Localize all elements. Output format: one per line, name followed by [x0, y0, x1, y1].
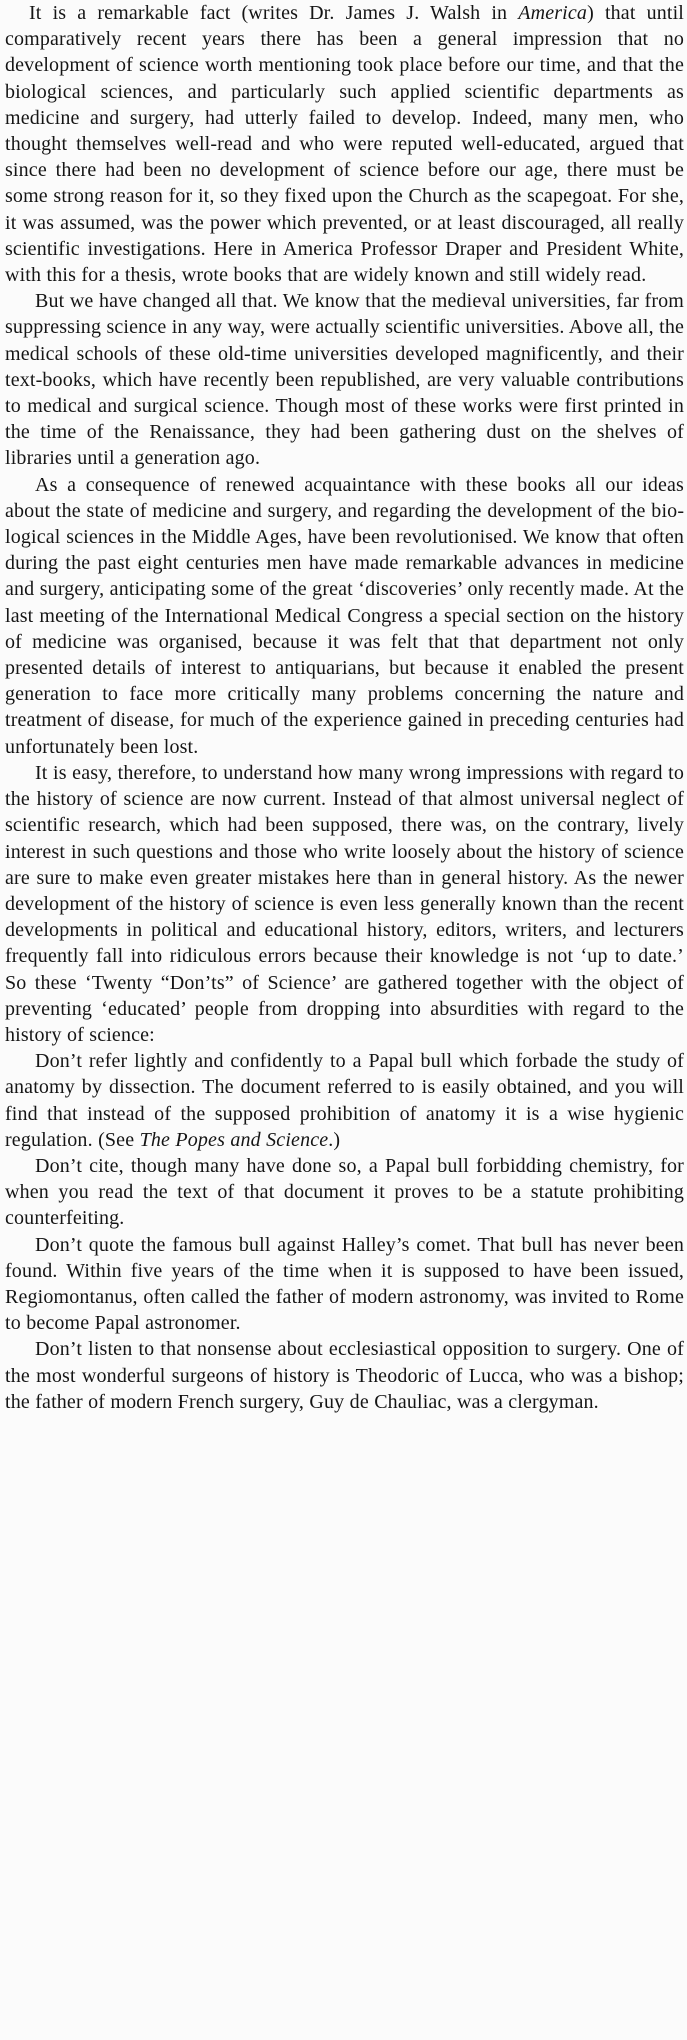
- article-paragraph: [5, 1153, 684, 1232]
- paragraph-text: ) that until comparatively recent years there has been a general impression that no development of science worth mentioning took place before our time, and that the biological sciences, and particularly such applied scientific departments as medicine and surgery, had utterly failed to develop. Indeed, many men, who thought themselves well-read and who were reputed well-educated, argued that since there had been no development of science before our age, there must be some strong reason for it, so they fixed upon the Church as the scapegoat. For she, it was assumed, was the power which prevented, or at least discouraged, all really scientific investigations. Here in America Professor Draper and President White, with this for a thesis, wrote books that are widely known and still widely read.: [5, 2, 685, 287]
- paragraph-text: Don’t refer lightly and confidently to a Papal bull which forbade the study of anatomy by dissection. The document referred to is easily obtained, and you will find that instead of the supposed prohibition of anatomy it is a wise hygienic regulation. (See: [5, 1050, 684, 1151]
- article-column: [5, 0, 684, 1415]
- paragraph-text: It is easy, therefore, to understand how many wrong impressions with regard to the history of science are now current. Instead of that almost universal neglect of scientific research, which had been supposed, there was, on the contrary, lively interest in such questions and those who write loosely about the history of science are sure to make even greater mistakes here than in general history. As the newer development of the history of science is even less generally known than the recent developments in political and educational history, editors, writers, and lecturers frequently fall into ridiculous errors because their knowledge is not ‘up to date.’ So these ‘Twenty “Don’ts” of Science’ are gathered together with the object of preventing ‘educated’ people from dropping into absurdities with regard to the history of science:: [5, 761, 684, 1046]
- article-paragraph: [5, 760, 684, 1048]
- paragraph-text: But we have changed all that. We know that the medieval universities, far from suppressing science in any way, were actually scientific universities. Above all, the medical schools of these old-time universities developed magnificently, and their text-books, which have recently been republished, are very valuable contributions to medical and surgical science. Though most of these works were first printed in the time of the Renaissance, they had been gathering dust on the shelves of libraries until a generation ago.: [5, 290, 685, 470]
- paragraph-text: Don’t listen to that nonsense about ecclesiastical opposition to surgery. One of the most wonderful surgeons of history is Theodoric of Lucca, who was a bishop; the father of modern French surgery, Guy de Chauliac, was a clergyman.: [5, 1338, 684, 1413]
- paragraph-text: As a consequence of renewed acquaintance with these books all our ideas about the state of medicine and surgery, and regarding the development of the biological sciences in the Middle Ages, have been revolutionised. We know that often during the past eight centuries men have made remarkable advances in medicine and surgery, anticipating some of the great ‘discoveries’ only recently made. At the last meeting of the International Medical Congress a special section on the history of medicine was organised, because it was felt that that department not only presented details of interest to antiquarians, but because it enabled the present generation to face more critically many problems concerning the nature and treatment of disease, for much of the experience gained in preceding centuries had unfortunately been lost.: [5, 473, 684, 758]
- article-paragraph: [5, 472, 684, 760]
- italic-reference: The Popes and Science: [139, 1128, 329, 1151]
- paragraph-text: It is a remarkable fact (writes Dr. James J. Walsh in: [29, 2, 519, 24]
- article-paragraph: [5, 1336, 684, 1415]
- article-paragraph: [5, 1048, 684, 1153]
- paragraph-text: Don’t cite, though many have done so, a Papal bull forbidding chemistry, for when you read the text of that document it proves to be a statute prohibiting counterfeiting.: [5, 1154, 684, 1230]
- article-paragraph: [5, 1232, 684, 1337]
- italic-reference: America: [518, 2, 588, 24]
- paragraph-text: .): [328, 1128, 341, 1151]
- article-paragraph: [5, 0, 684, 288]
- paragraph-text: Don’t quote the famous bull against Halley’s comet. That bull has never been found. Within five years of the time when it is supposed to have been issued, Regiomontanus, often called the father of modern astronomy, was invited to Rome to become Papal astronomer.: [5, 1233, 684, 1335]
- article-paragraph: [5, 288, 684, 471]
